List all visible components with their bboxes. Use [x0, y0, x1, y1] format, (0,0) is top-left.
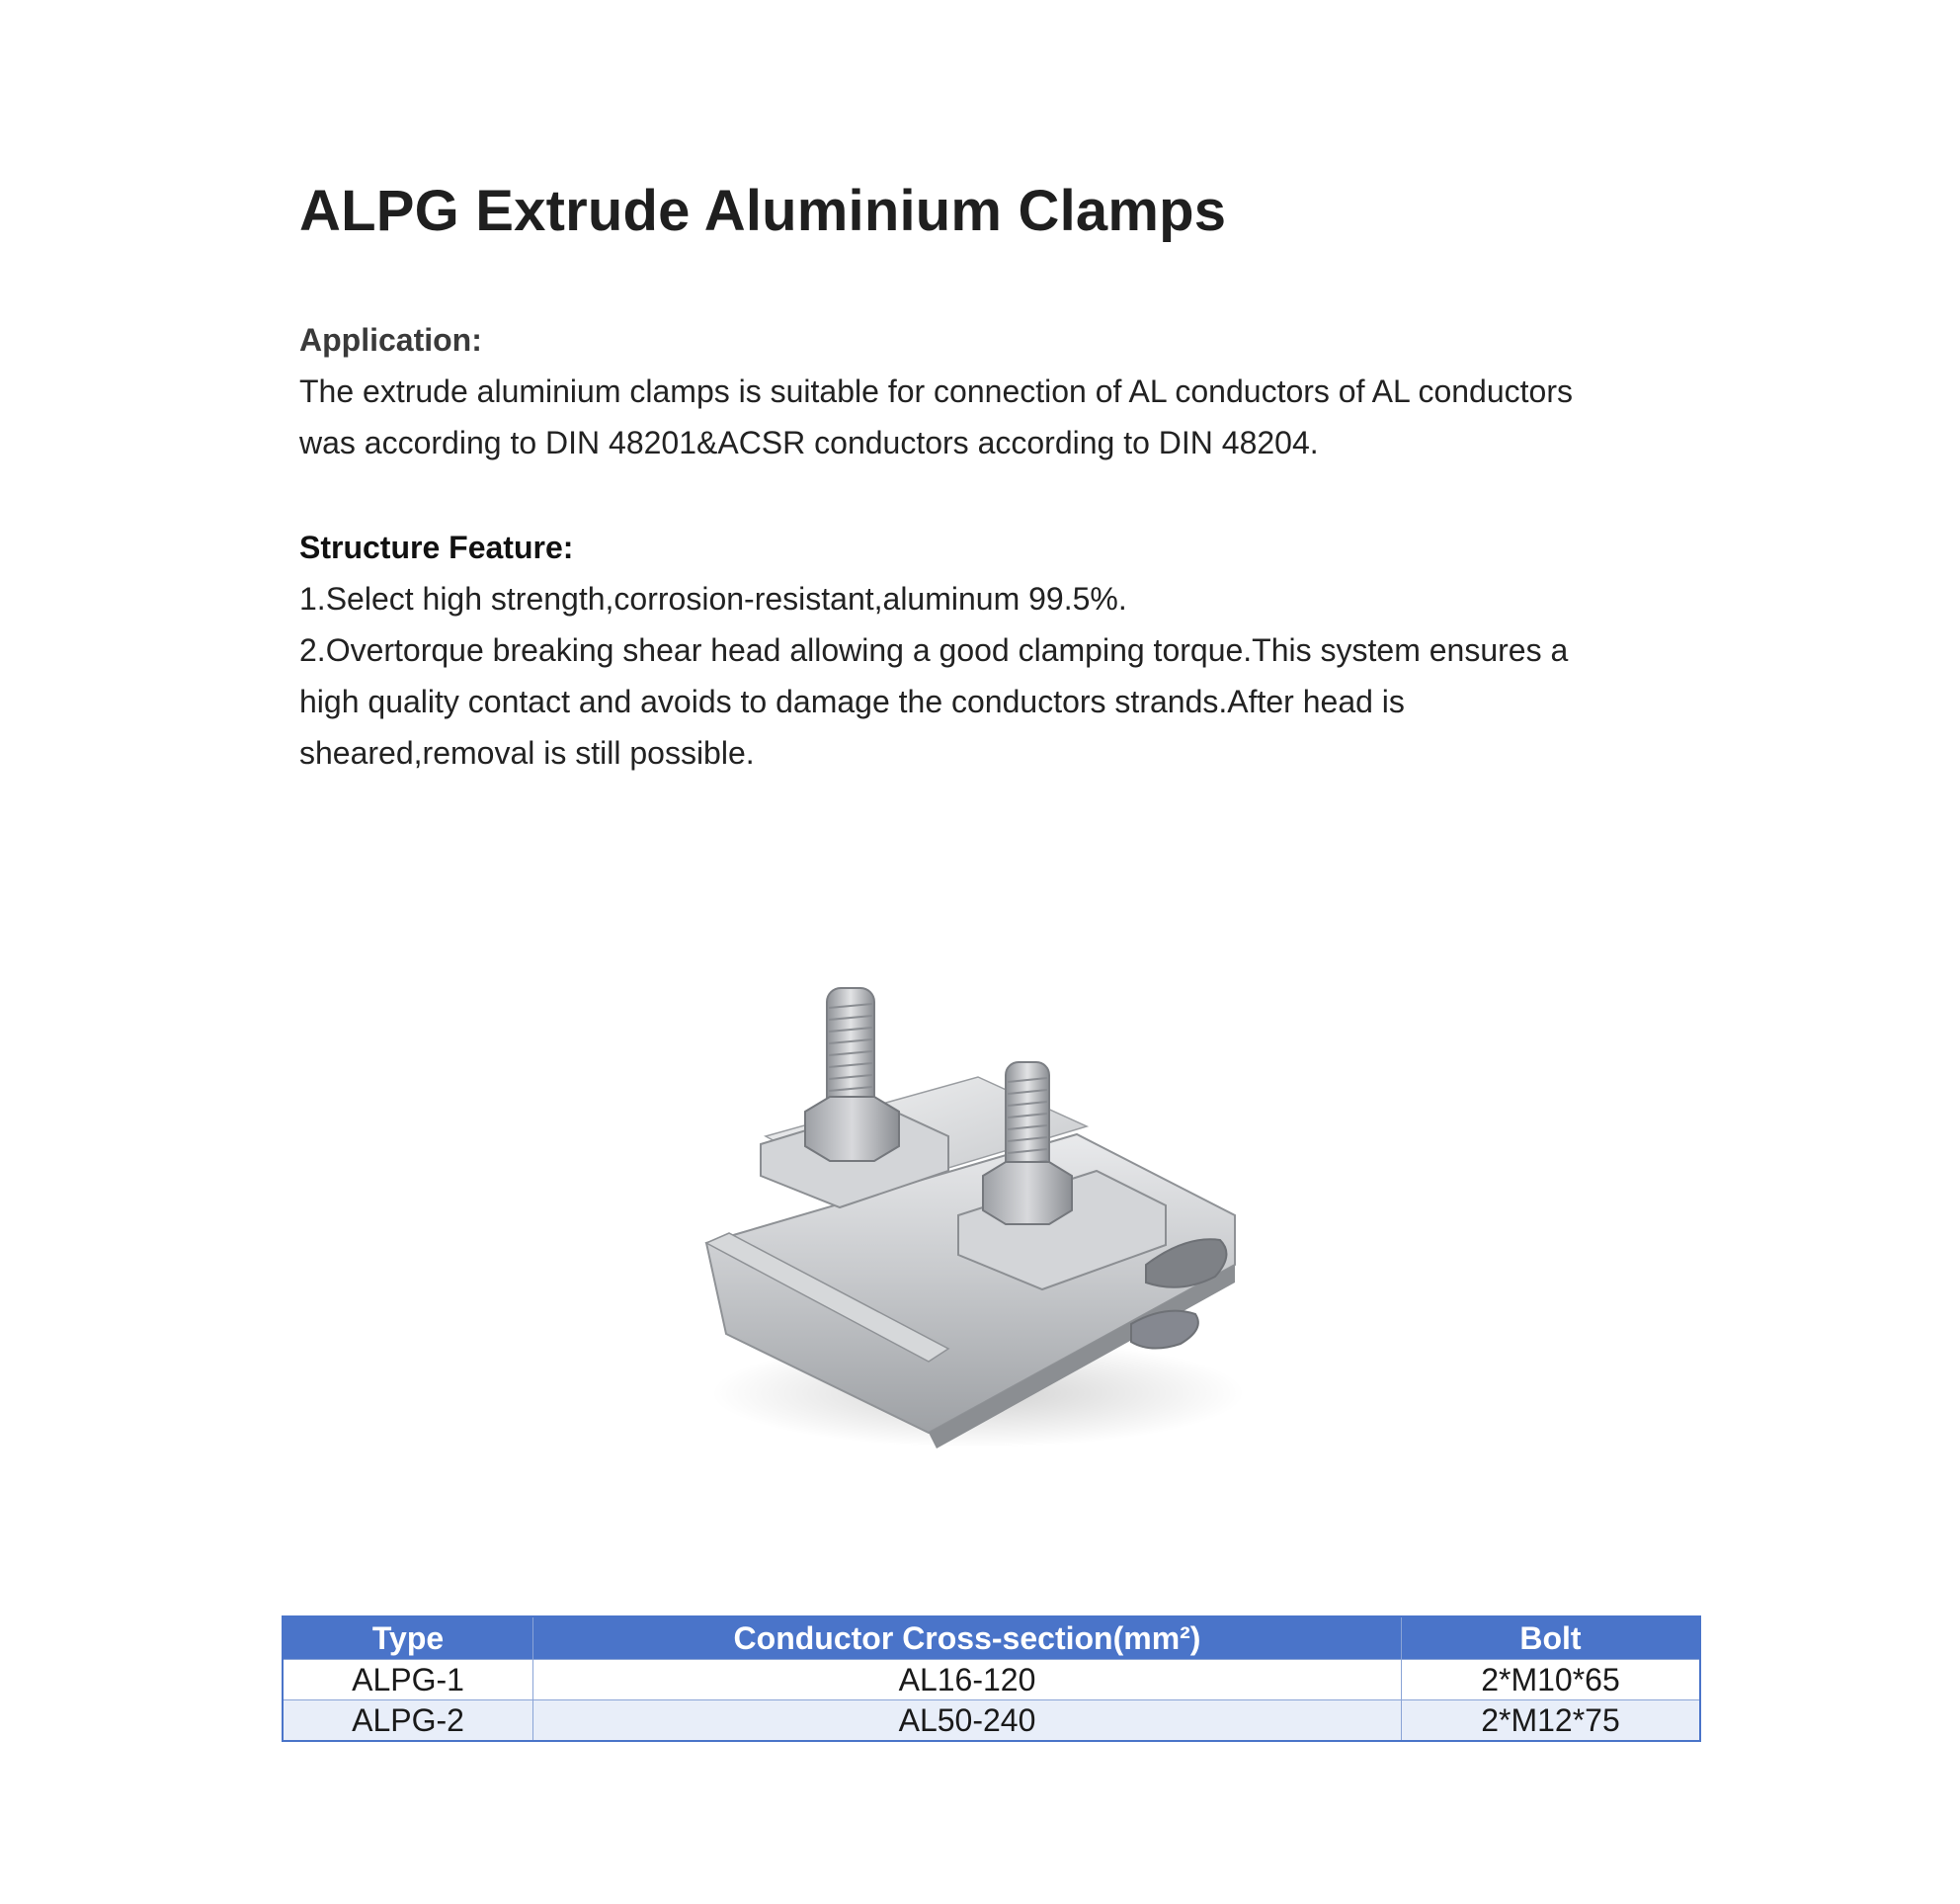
clamp-illustration: [682, 968, 1274, 1482]
nut-left: [805, 1097, 899, 1161]
application-heading: Application:: [299, 322, 482, 358]
application-text-line: was according to DIN 48201&ACSR conductors according to DIN 48204.: [299, 425, 1319, 460]
structure-feature-section: [299, 522, 1682, 779]
table-row: [283, 1660, 1700, 1700]
column-header-bolt: Bolt: [1401, 1616, 1700, 1660]
column-header-conductor-cross-section: Conductor Cross-section(mm²): [533, 1616, 1402, 1660]
cell-conductor-cross-section: AL16-120: [533, 1660, 1402, 1700]
structure-feature-line: 1.Select high strength,corrosion-resistant,aluminum 99.5%.: [299, 581, 1127, 617]
clamp-product-image: [682, 968, 1274, 1482]
table-row: [283, 1700, 1700, 1742]
spec-table: [282, 1615, 1701, 1742]
cell-bolt: 2*M12*75: [1401, 1700, 1700, 1742]
page-title: ALPG Extrude Aluminium Clamps: [299, 179, 1227, 243]
structure-feature-line: 2.Overtorque breaking shear head allowing a good clamping torque.This system ensures a: [299, 632, 1569, 668]
nut-right: [983, 1162, 1072, 1224]
structure-feature-line: sheared,removal is still possible.: [299, 735, 755, 771]
cell-conductor-cross-section: AL50-240: [533, 1700, 1402, 1742]
cell-type: ALPG-2: [283, 1700, 533, 1742]
table-header-row: [283, 1616, 1700, 1660]
structure-feature-heading: Structure Feature:: [299, 530, 574, 565]
structure-feature-line: high quality contact and avoids to damage the conductors strands.After head is: [299, 684, 1405, 719]
cell-bolt: 2*M10*65: [1401, 1660, 1700, 1700]
cell-type: ALPG-1: [283, 1660, 533, 1700]
application-section: [299, 314, 1682, 468]
application-text-line: The extrude aluminium clamps is suitable for connection of AL conductors of AL conductors: [299, 373, 1573, 409]
column-header-type: Type: [283, 1616, 533, 1660]
